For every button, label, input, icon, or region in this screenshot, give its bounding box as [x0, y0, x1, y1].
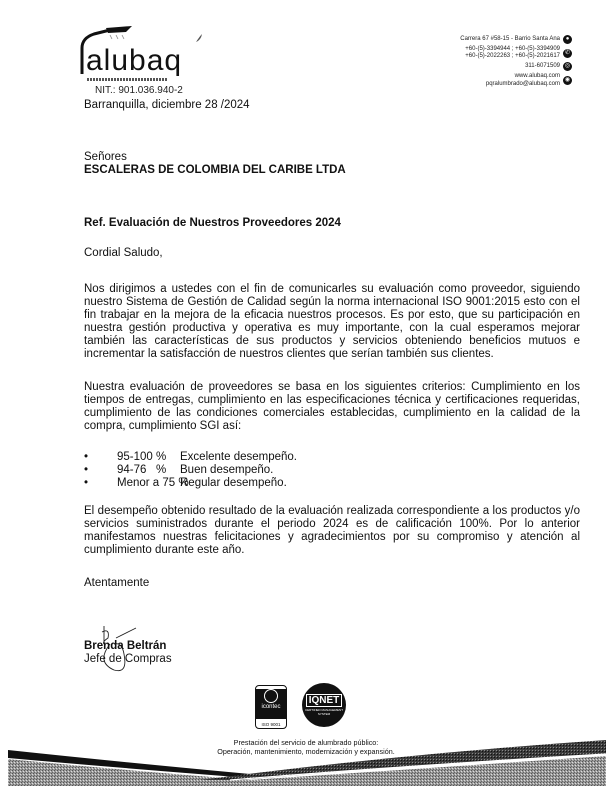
- icontec-logo-icon: [264, 689, 278, 703]
- criteria-label: Regular desempeño.: [180, 477, 287, 489]
- bullet-icon: •: [84, 477, 89, 489]
- icontec-name: icontec: [261, 704, 281, 710]
- criteria-label: Buen desempeño.: [180, 464, 274, 476]
- recipient-salutation: Señores: [84, 151, 127, 163]
- contact-phones: [460, 46, 572, 60]
- phone-text: +60-(5)-3394944 ; +60-(5)-3394909: [465, 46, 560, 52]
- iqnet-name: IQNET: [306, 694, 343, 707]
- city-date: Barranquilla, diciembre 28 /2024: [84, 99, 250, 111]
- footer-services: [0, 738, 612, 756]
- closing: Atentamente: [84, 577, 150, 589]
- paragraph-criteria: Nuestra evaluación de proveedores se basa en los siguientes criterios: Cumplimiento en los tiempos de entregas, cumplimiento en las especificaciones técnica y certificaciones requeridas, cumplimiento de las condiciones comerciales establecidas, cumplimiento en la calidad de la compra, cumplimiento SGI así:: [84, 381, 580, 432]
- signature-block: [84, 640, 172, 666]
- criteria-list: [84, 451, 580, 490]
- company-logo: [70, 26, 210, 86]
- criteria-range: 95-100 %: [117, 451, 167, 463]
- website-link[interactable]: www.alubaq.com: [514, 73, 560, 80]
- location-pin-icon: ●: [563, 35, 572, 44]
- logo-wordmark: alubaq: [86, 44, 183, 77]
- recipient-company: ESCALERAS DE COLOMBIA DEL CARIBE LTDA: [84, 164, 346, 176]
- contact-info: [460, 35, 572, 90]
- bullet-icon: •: [84, 451, 89, 463]
- list-item: [84, 464, 580, 477]
- icontec-standard: ISO 9001: [261, 722, 281, 727]
- paragraph-result: El desempeño obtenido resultado de la evaluación realizada correspondiente a los productos y/o servicios suministrados durante el periodo 2024 es de calificación 100%. Por lo anterior manifestamos nuestras felicitaciones y agradecimientos por su compromiso y atención al cumplimiento durante este año.: [84, 505, 580, 556]
- criteria-range: Menor a 75 %: [117, 477, 189, 489]
- signer-title: Jefe de Compras: [84, 653, 172, 665]
- list-item: [84, 477, 580, 490]
- icontec-certification-badge: [255, 685, 287, 729]
- iqnet-certification-badge: [302, 683, 346, 727]
- logo-tagline: [87, 78, 167, 81]
- contact-address: [460, 35, 572, 44]
- company-nit: NIT.: 901.036.940-2: [95, 85, 183, 96]
- footer-line-2: Operación, mantenimiento, modernización y expansión.: [217, 747, 395, 756]
- footer-line-1: Prestación del servicio de alumbrado público:: [233, 738, 379, 747]
- paragraph-intro: Nos dirigimos a ustedes con el fin de comunicarles su evaluación como proveedor, siguiendo nuestro Sistema de Gestión de Calidad según la norma internacional ISO 9001:2015 esto con el fin trabajar en la mejora de la eficacia nuestros procesos. Es por esto, que su participación en nuestra gestión productiva y operativa es muy importante, con la cual esperamos mejorar también las características de sus productos y servicios obteniendo beneficios mutuos e incrementar la satisfacción de nuestros clientes que serían también sus clientes.: [84, 283, 580, 360]
- criteria-label: Excelente desempeño.: [180, 451, 297, 463]
- globe-icon: ◉: [563, 76, 572, 85]
- greeting: Cordial Saludo,: [84, 247, 163, 259]
- whatsapp-icon: ◎: [563, 62, 572, 71]
- reference-line: Ref. Evaluación de Nuestros Proveedores 2024: [84, 217, 341, 229]
- contact-whatsapp: [460, 62, 572, 71]
- iqnet-subtitle: CERTIFIED MANAGEMENT SYSTEM: [304, 708, 344, 716]
- email-link[interactable]: pqralumbrado@alubaq.com: [485, 80, 560, 87]
- address-text: Carrera 67 #58-15 - Barrio Santa Ana: [460, 35, 560, 42]
- phone-text: +60-(5)-2022263 ; +60-(5)-2021617: [465, 53, 560, 60]
- phone-icon: ✆: [563, 49, 572, 58]
- whatsapp-text: 311-6071509: [525, 63, 560, 70]
- criteria-range: 94-76 %: [117, 464, 167, 476]
- bullet-icon: •: [84, 464, 89, 476]
- list-item: [84, 451, 580, 464]
- signer-name: Brenda Beltrán: [84, 640, 167, 652]
- contact-web: [460, 73, 572, 87]
